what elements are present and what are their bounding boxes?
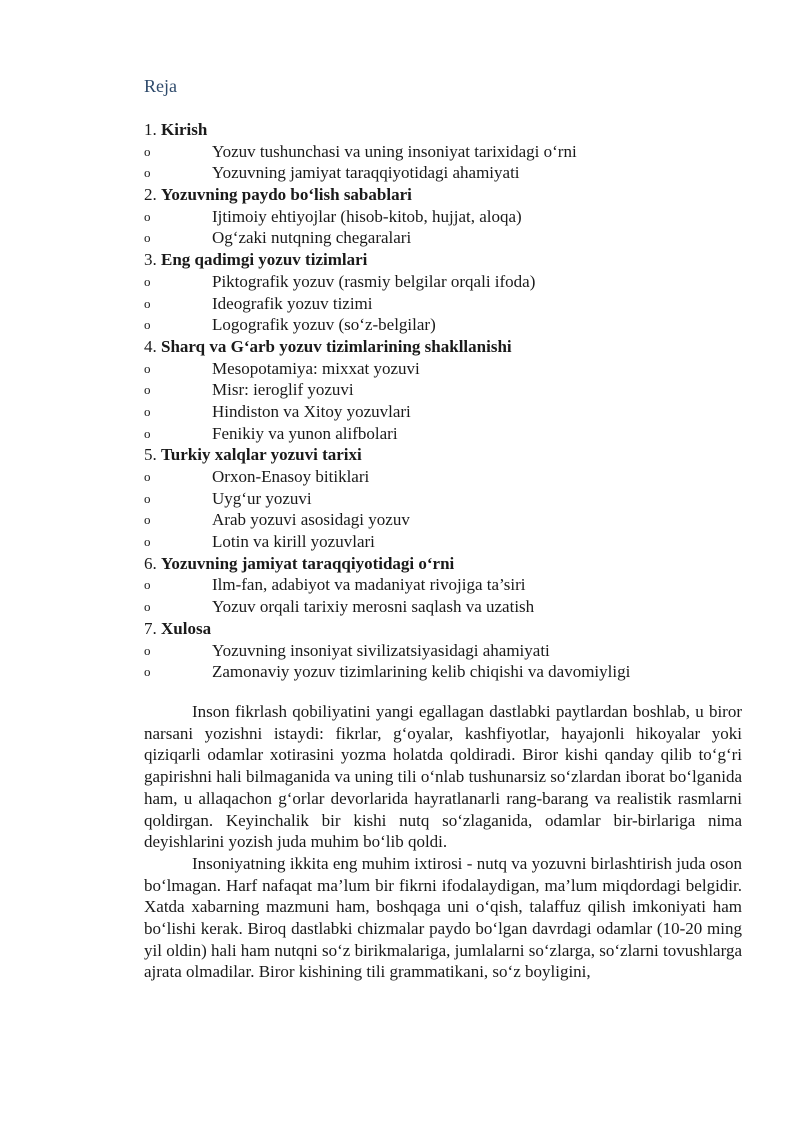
- bullet-icon: o: [144, 230, 151, 246]
- bullet-icon: o: [144, 664, 151, 680]
- outline-list: [0, 119, 800, 683]
- outline-item: [0, 314, 800, 336]
- paragraph: Inson fikrlash qobiliyatini yangi egallagan dastlabki paytlardan boshlab, u biror narsani yozishni istaydi: fikrlar, g‘oyalar, kashfiyotlar, hayajonli hikoyalar yoki qiziqarli odamlar xotirasini yozma holatda qoldiradi. Biror kishi qanday qilib to‘g‘ri gapirishni hali bilmaganida va uning tili o‘nlab tushunarsiz so‘zlardan iborat bo‘lganida ham, u allaqachon g‘orlar devorlarida hayratlanarli rang-barang va realistik rasmlarni qoldirgan. Keyinchalik bir kishi nutq so‘zlaganida, odamlar bir-birlariga nima deyishlarini yozish juda muhim bo‘lib qoldi.: [144, 702, 742, 852]
- section-heading: Yozuvning paydo bo‘lish sabablari: [161, 185, 412, 205]
- bullet-icon: o: [144, 425, 151, 441]
- section-number: 2.: [144, 185, 161, 205]
- outline-item: [0, 509, 800, 531]
- outline-item: [0, 227, 800, 249]
- section-heading: Eng qadimgi yozuv tizimlari: [161, 250, 368, 270]
- bullet-icon: o: [144, 534, 151, 550]
- bullet-icon: o: [144, 469, 151, 484]
- outline-item-text: Uyg‘ur yozuvi: [212, 488, 312, 508]
- bullet-icon: o: [144, 642, 151, 658]
- outline-item: [0, 206, 800, 228]
- bullet-icon: o: [144, 403, 151, 419]
- outline-item-text: Zamonaviy yozuv tizimlarining kelib chiqishi va davomiyligi: [212, 662, 631, 682]
- outline-item-text: Og‘zaki nutqning chegaralari: [212, 228, 412, 248]
- section-number: 4.: [144, 336, 161, 356]
- outline-item-text: Ilm-fan, adabiyot va madaniyat rivojiga ta’siri: [212, 575, 526, 595]
- outline-item: [0, 293, 800, 315]
- outline-item: [0, 640, 800, 662]
- outline-item: [0, 379, 800, 401]
- outline-item: [0, 488, 800, 510]
- outline-section: [0, 553, 800, 575]
- outline-item: [0, 596, 800, 618]
- section-number: 7.: [144, 618, 161, 638]
- outline-item: [0, 466, 800, 488]
- section-number: 6.: [144, 553, 161, 573]
- bullet-icon: o: [144, 490, 151, 506]
- outline-section: [0, 336, 800, 358]
- bullet-icon: o: [144, 295, 151, 311]
- bullet-icon: o: [144, 273, 151, 289]
- outline-item-text: Ideografik yozuv tizimi: [212, 293, 373, 313]
- bullet-icon: o: [144, 165, 151, 181]
- body-text: [144, 701, 742, 983]
- outline-item-text: Hindiston va Xitoy yozuvlari: [212, 401, 411, 421]
- section-heading: Sharq va G‘arb yozuv tizimlarining shakllanishi: [161, 336, 512, 356]
- outline-item-text: Arab yozuvi asosidagi yozuv: [212, 510, 410, 530]
- outline-item-text: Logografik yozuv (so‘z-belgilar): [212, 315, 436, 335]
- paragraph: Insoniyatning ikkita eng muhim ixtirosi - nutq va yozuvni birlashtirish juda oson bo‘lmagan. Harf nafaqat ma’lum bir fikrni ifodalaydigan, ma’lum miqdordagi belgidir. Xatda xabarning mazmuni ham, boshqaga uni o‘qish, talaffuz qilish imkoniyati ham bo‘lishi kerak. Biroq dastlabki chizmalar paydo bo‘lgan davrdagi odamlar (10-20 ming yil oldin) hali ham nutqni so‘z birikmalariga, jumlalarni so‘zlarga, so‘zlarni tovushlarga ajrata olmadilar. Biror kishining tili grammatikani, so‘z boyligini,: [144, 853, 742, 982]
- outline-item-text: Piktografik yozuv (rasmiy belgilar orqali ifoda): [212, 271, 536, 291]
- outline-section: [0, 249, 800, 271]
- outline-item-text: Orxon-Enasoy bitiklari: [212, 467, 370, 486]
- outline-section: [0, 444, 800, 466]
- outline-item: [0, 531, 800, 553]
- outline-item-text: Yozuv orqali tarixiy merosni saqlash va uzatish: [212, 597, 535, 617]
- outline-item-text: Fenikiy va yunon alifbolari: [212, 423, 398, 443]
- outline-item: [0, 401, 800, 423]
- section-number: 1.: [144, 120, 161, 139]
- bullet-icon: o: [144, 512, 151, 528]
- outline-item: [0, 423, 800, 445]
- bullet-icon: o: [144, 360, 151, 376]
- outline-item: [0, 141, 800, 163]
- outline-section: [0, 184, 800, 206]
- page-title: Reja: [144, 76, 177, 96]
- outline-section: [0, 119, 800, 141]
- outline-item: [0, 358, 800, 380]
- bullet-icon: o: [144, 143, 151, 159]
- bullet-icon: o: [144, 317, 151, 333]
- outline-item: [0, 162, 800, 184]
- section-heading: Yozuvning jamiyat taraqqiyotidagi o‘rni: [161, 553, 455, 573]
- outline-item-text: Mesopotamiya: mixxat yozuvi: [212, 358, 420, 378]
- section-heading: Turkiy xalqlar yozuvi tarixi: [161, 445, 362, 465]
- section-heading: Kirish: [161, 120, 208, 139]
- outline-item-text: Misr: ieroglif yozuvi: [212, 380, 354, 400]
- outline-item: [0, 271, 800, 293]
- section-heading: Xulosa: [161, 618, 212, 638]
- outline-item-text: Lotin va kirill yozuvlari: [212, 532, 375, 552]
- bullet-icon: o: [144, 208, 151, 224]
- outline-item-text: Yozuvning jamiyat taraqqiyotidagi ahamiyati: [212, 163, 520, 183]
- outline-item: [0, 574, 800, 596]
- bullet-icon: o: [144, 577, 151, 593]
- section-number: 3.: [144, 250, 161, 270]
- outline-item-text: Yozuv tushunchasi va uning insoniyat tarixidagi o‘rni: [212, 141, 577, 161]
- outline-section: [0, 618, 800, 640]
- section-number: 5.: [144, 445, 161, 465]
- bullet-icon: o: [144, 599, 151, 615]
- bullet-icon: o: [144, 382, 151, 398]
- outline-item-text: Yozuvning insoniyat sivilizatsiyasidagi ahamiyati: [212, 640, 550, 660]
- outline-item-text: Ijtimoiy ehtiyojlar (hisob-kitob, hujjat, aloqa): [212, 206, 522, 226]
- outline-item: [0, 661, 800, 683]
